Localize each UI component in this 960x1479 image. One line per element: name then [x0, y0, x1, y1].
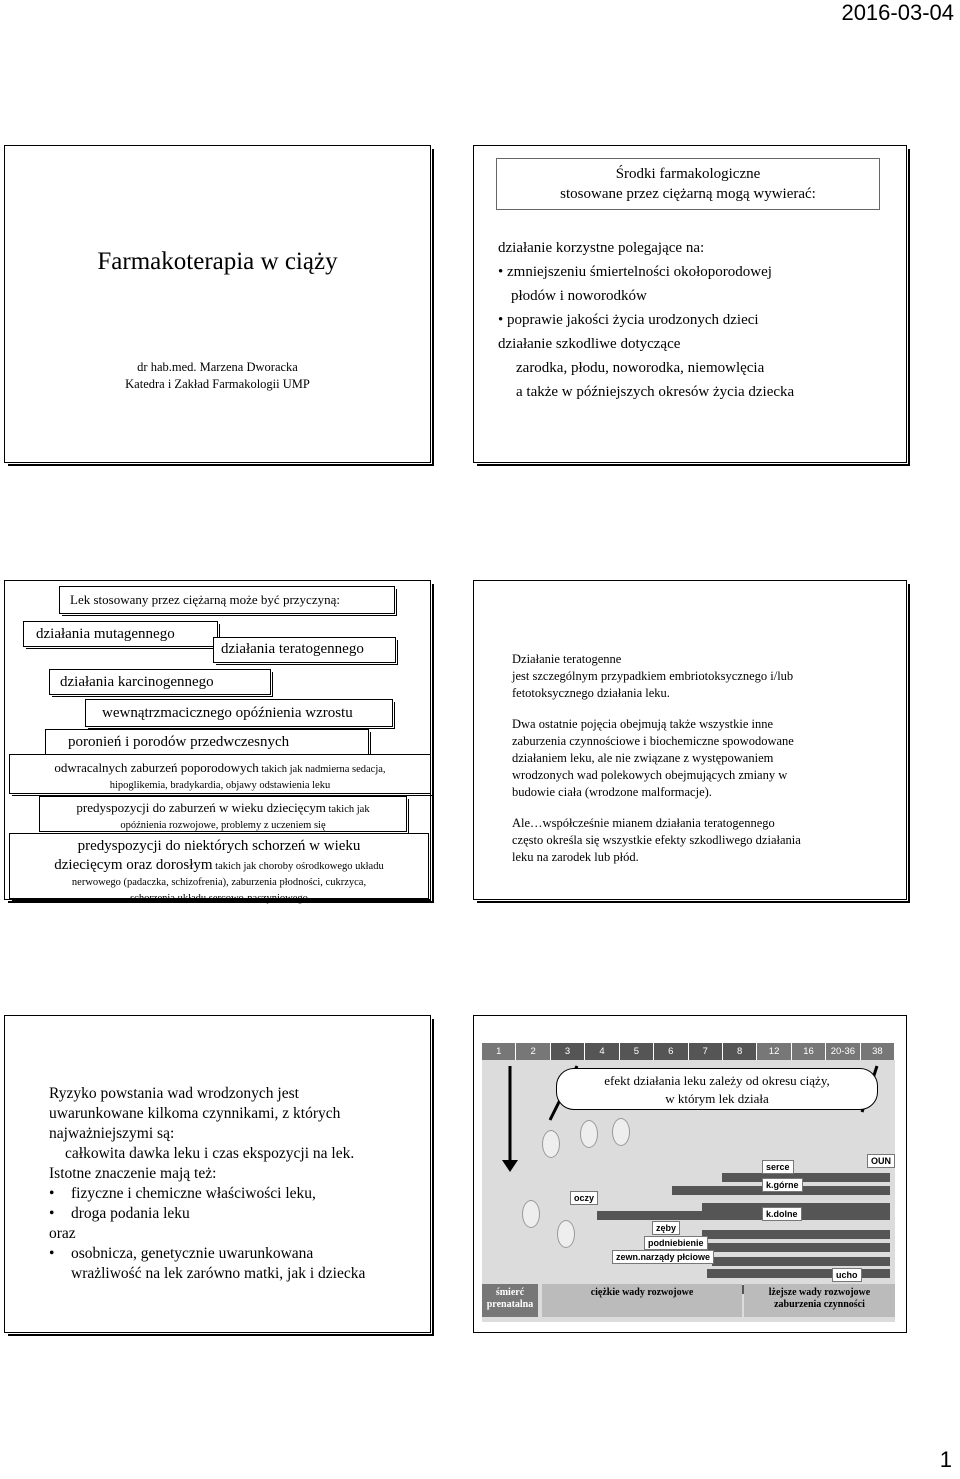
bullet-icon: •	[49, 1205, 55, 1222]
organ-label-ear: ucho	[832, 1268, 862, 1282]
bullet-item	[49, 1244, 429, 1264]
presentation-title: Farmakoterapia w ciąży	[97, 248, 338, 275]
bullet-line: • zmniejszeniu śmiertelności okołoporodowej	[498, 264, 772, 280]
organ-label-palate: podniebienie	[644, 1236, 708, 1250]
text-line: Ale…współcześnie mianem działania teratogennego	[512, 816, 775, 830]
embryo-icon	[542, 1130, 560, 1158]
slide-risk-factors	[4, 1015, 431, 1333]
cause-teratogenic: działania teratogennego	[213, 637, 396, 663]
slide-heading-line: Środki farmakologiczne	[615, 166, 761, 182]
week-cell: 5	[620, 1043, 654, 1060]
cause-miscarriage: poronień i porodów przedwczesnych	[45, 729, 369, 755]
week-cell: 38	[861, 1043, 895, 1060]
timeline-bar	[707, 1269, 890, 1278]
outcome-severe: ciężkie wady rozwojowe	[542, 1284, 742, 1317]
text-line: zarodka, płodu, noworodka, niemowlęcia	[516, 360, 765, 376]
outcome-mild	[744, 1284, 895, 1317]
text-main: dziecięcym oraz dorosłym	[54, 857, 213, 873]
bullet-text: osobnicza, genetycznie uwarunkowana	[71, 1245, 314, 1262]
text-line: wrodzonych wad polekowych obejmujących zmiany w	[512, 768, 788, 782]
bullet-item	[49, 1204, 429, 1224]
outcome-text: śmierć	[495, 1287, 525, 1298]
embryo-icon	[557, 1220, 575, 1248]
outcome-death	[482, 1284, 538, 1317]
text-line: najważniejszymi są:	[49, 1125, 175, 1142]
text-main: predyspozycji do zaburzeń w wieku dziecięcym	[76, 800, 326, 815]
week-cell: 4	[585, 1043, 619, 1060]
author-name: dr hab.med. Marzena Dworacka	[137, 360, 298, 374]
week-cell: 7	[689, 1043, 723, 1060]
callout-box	[556, 1068, 878, 1110]
embryo-icon	[612, 1118, 630, 1146]
text-line: a także w późniejszych okresów życia dziecka	[516, 384, 795, 400]
text-line: działanie korzystne polegające na:	[498, 240, 705, 256]
slide-teratogenic-definition	[473, 580, 907, 900]
print-date: 2016-03-04	[841, 0, 954, 25]
timeline-bar	[597, 1211, 890, 1220]
text-small: hipoglikemia, bradykardia, objawy odstawienia leku	[109, 780, 331, 791]
text-line: jest szczególnym przypadkiem embriotoksycznego i/lub	[512, 669, 794, 683]
outcome-text: lżejsze wady rozwojowe	[768, 1287, 871, 1298]
text-main: predyspozycji do niektórych schorzeń w wieku	[77, 838, 361, 854]
week-cell: 6	[654, 1043, 688, 1060]
embryo-icon	[580, 1120, 598, 1148]
week-cell: 1	[482, 1043, 516, 1060]
week-strip	[482, 1043, 895, 1060]
bullet-icon: •	[49, 1245, 55, 1262]
author-block	[5, 359, 430, 393]
slide-heading-box	[496, 158, 880, 210]
week-cell: 3	[551, 1043, 585, 1060]
cause-childhood-predisposition	[39, 796, 407, 832]
week-cell: 8	[723, 1043, 757, 1060]
embryo-icon	[522, 1200, 540, 1228]
text-main: odwracalnych zaburzeń poporodowych	[54, 760, 259, 775]
timeline-bar	[702, 1230, 890, 1239]
week-cell: 20-36	[826, 1043, 860, 1060]
text-line: budowie ciała (wrodzone malformacje).	[512, 785, 712, 799]
callout-line: efekt działania leku zależy od okresu ciąży,	[604, 1073, 830, 1088]
organ-label-eyes: oczy	[570, 1191, 598, 1205]
text-line: całkowita dawka leku i czas ekspozycji na lek.	[65, 1145, 355, 1162]
cause-growth-delay: wewnątrzmacicznego opóźnienia wzrostu	[85, 699, 393, 727]
paragraph	[512, 716, 872, 801]
slide-effects	[473, 145, 907, 463]
text-small: nerwowego (padaczka, schizofrenia), zaburzenia płodności, cukrzyca,	[71, 877, 367, 888]
text-line: oraz	[49, 1225, 76, 1242]
callout-line: w którym lek działa	[665, 1091, 769, 1106]
cause-disease-predisposition	[9, 833, 429, 904]
week-cell: 2	[516, 1043, 550, 1060]
text-small: takich jak choroby ośrodkowego układu	[212, 861, 384, 872]
text-line: Dwa ostatnie pojęcia obejmują także wszystkie inne	[512, 717, 774, 731]
organ-label-lower-limbs: k.dolne	[762, 1207, 802, 1221]
slide-heading-box: Lek stosowany przez ciężarną może być przyczyną:	[59, 586, 395, 614]
text-line: Ryzyko powstania wad wrodzonych jest	[49, 1085, 299, 1102]
slide-sensitive-periods	[473, 1015, 907, 1333]
bullet-text: droga podania leku	[71, 1205, 190, 1222]
slide-body	[498, 236, 794, 404]
cause-postnatal-disorders	[9, 754, 431, 794]
cause-mutagenic: działania mutagennego	[23, 621, 218, 647]
organ-label-upper-limbs: k.górne	[762, 1178, 803, 1192]
bullet-text: fizyczne i chemiczne właściwości leku,	[71, 1185, 316, 1202]
slide-heading-line: stosowane przez ciężarną mogą wywierać:	[560, 186, 816, 202]
slide-title	[4, 145, 431, 463]
week-cell: 12	[757, 1043, 791, 1060]
outcome-text: prenatalna	[486, 1299, 534, 1310]
slide-causes	[4, 580, 431, 904]
organ-label-heart: serce	[762, 1160, 794, 1174]
text-line: Istotne znaczenie mają też:	[49, 1165, 217, 1182]
text-line: zaburzenia czynnościowe i biochemiczne spowodowane	[512, 734, 794, 748]
organ-label-teeth: zęby	[652, 1221, 680, 1235]
outcome-text: zaburzenia czynności	[774, 1299, 865, 1310]
timeline-bar	[712, 1257, 890, 1266]
text-line: działanie szkodliwe dotyczące	[498, 336, 681, 352]
bullet-line: • poprawie jakości życia urodzonych dzieci	[498, 312, 759, 328]
text-line: często określa się wszystkie efekty szkodliwego działania	[512, 833, 801, 847]
slide-body	[512, 651, 872, 880]
timeline-bar	[722, 1173, 890, 1182]
author-affiliation: Katedra i Zakład Farmakologii UMP	[125, 377, 310, 391]
bullet-item	[49, 1184, 429, 1204]
text-small: takich jak	[325, 804, 370, 815]
text-line: działaniem leku, ale nie związane z występowaniem	[512, 751, 774, 765]
text-small: opóźnienia rozwojowe, problemy z uczeniem się	[120, 820, 326, 831]
text-line: uwarunkowane kilkoma czynnikami, z których	[49, 1105, 341, 1122]
organ-label-genitalia: zewn.narządy płciowe	[612, 1250, 714, 1264]
text-small: schorzenia układu sercowo-naczyniowego	[130, 893, 308, 904]
text-line: leku na zarodek lub płód.	[512, 850, 639, 864]
organ-label-cns: OUN	[867, 1154, 895, 1168]
page-number: 1	[939, 1447, 952, 1472]
text-line: płodów i noworodków	[511, 288, 647, 304]
outcome-bar	[482, 1284, 895, 1314]
text-line: fetotoksycznego działania leku.	[512, 686, 670, 700]
cause-carcinogenic: działania karcinogennego	[49, 669, 271, 695]
paragraph	[512, 815, 872, 866]
paragraph	[512, 651, 872, 702]
slide-body	[49, 1084, 429, 1284]
bullet-icon: •	[49, 1185, 55, 1202]
bullet-continuation: wrażliwość na lek zarówno matki, jak i dziecka	[71, 1265, 366, 1282]
text-line: Działanie teratogenne	[512, 652, 622, 666]
week-cell: 16	[792, 1043, 826, 1060]
text-small: takich jak nadmierna sedacja,	[258, 764, 386, 775]
